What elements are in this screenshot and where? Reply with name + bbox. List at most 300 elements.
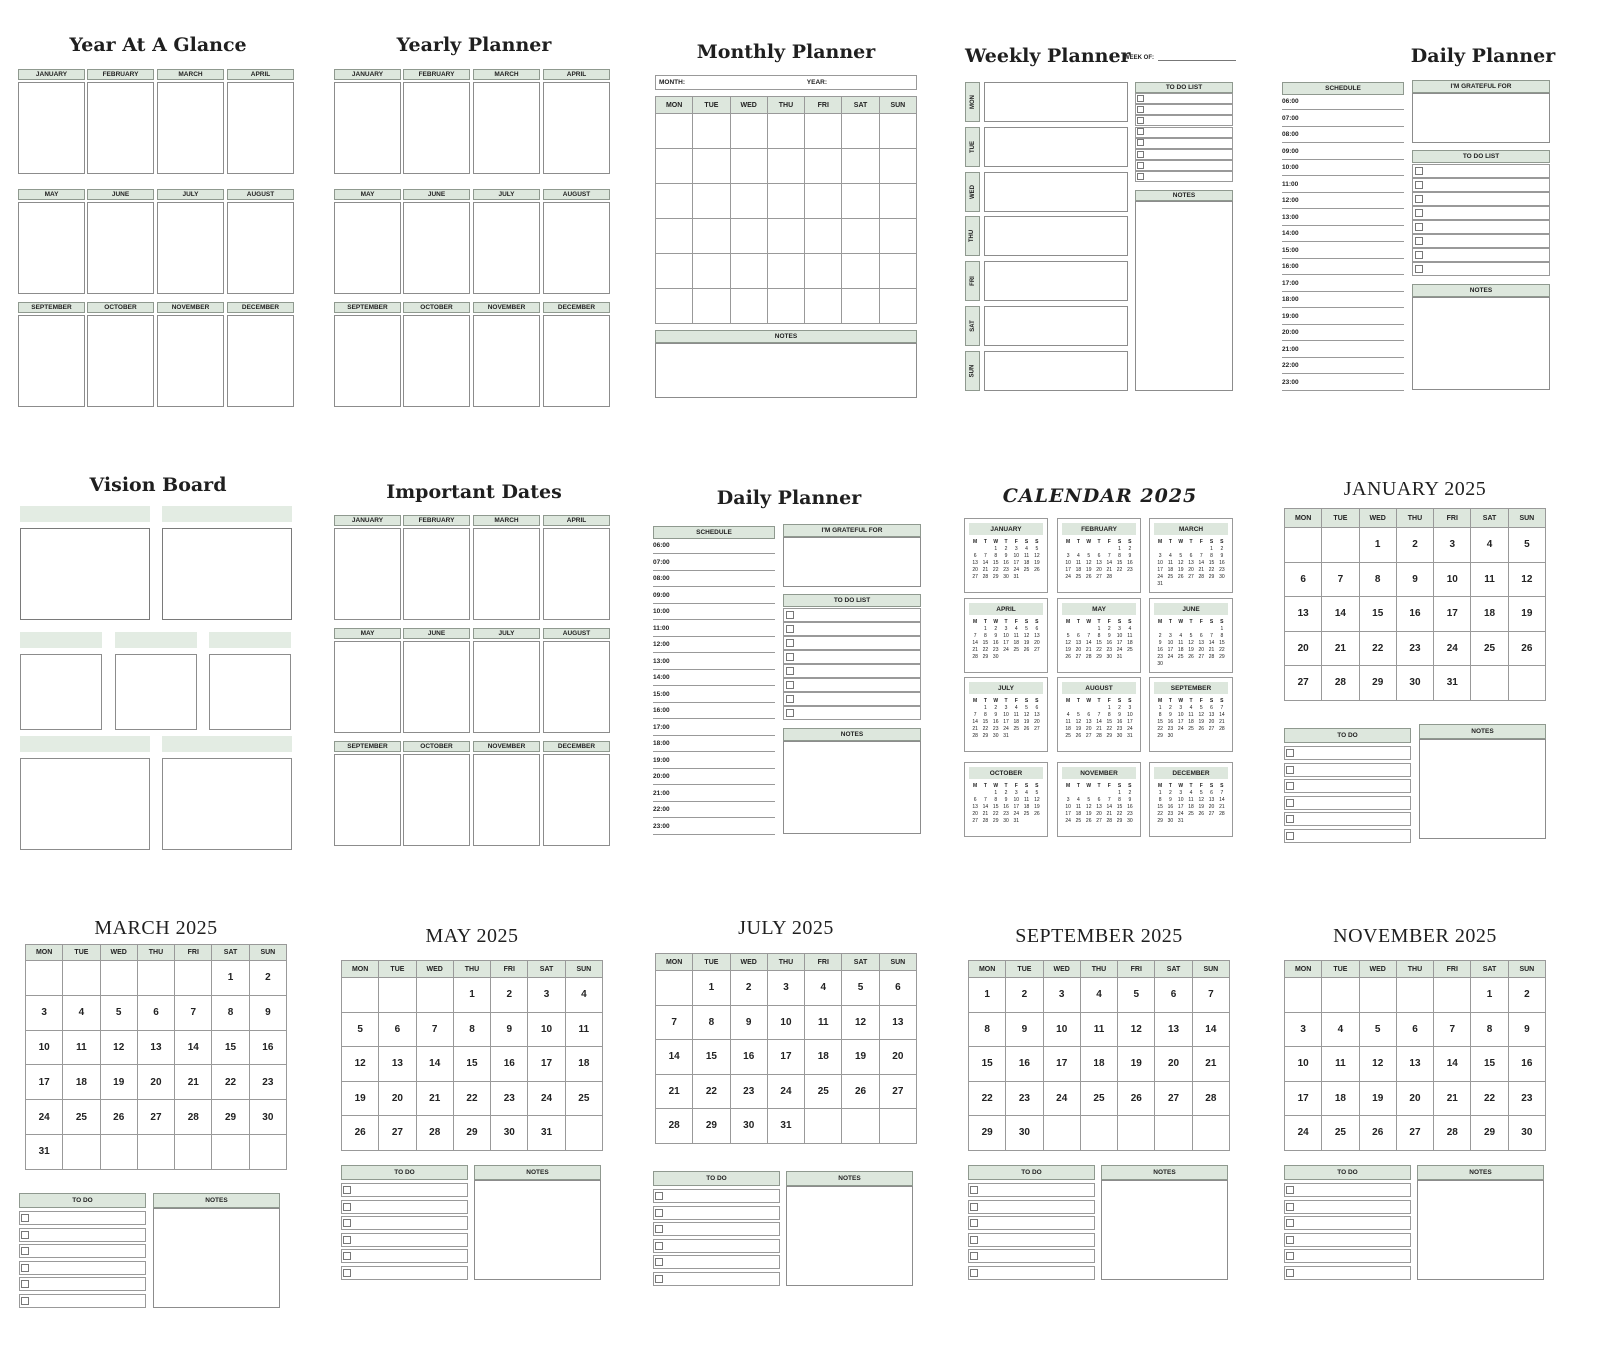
todo-checkbox[interactable] [655,1242,663,1250]
mini-day[interactable] [1186,661,1196,668]
mini-day[interactable]: 20 [1208,804,1215,810]
todo-row[interactable] [1284,1233,1411,1247]
hour-line[interactable] [653,586,775,587]
day-cell[interactable]: 12 [1508,562,1545,597]
day-cell[interactable]: 21 [1192,1047,1229,1082]
day-cell[interactable]: 27 [379,1116,416,1151]
mini-day[interactable]: 10 [1013,553,1020,559]
mini-day[interactable]: 23 [1157,654,1163,660]
day-cell[interactable] [137,961,174,996]
todo-checkbox[interactable] [1137,128,1144,135]
mini-day[interactable]: 13 [1034,712,1040,718]
mini-day[interactable]: 17 [1003,719,1009,725]
day-cell[interactable] [767,289,804,324]
hour-line[interactable] [1282,340,1404,341]
mini-day[interactable]: 21 [1219,804,1225,810]
day-cell[interactable]: 16 [1006,1047,1043,1082]
month-year-field[interactable] [655,75,917,90]
day-cell[interactable] [656,219,693,254]
mini-day[interactable]: 22 [1116,811,1123,817]
day-cell[interactable] [767,219,804,254]
mini-day[interactable]: 24 [1157,574,1163,580]
mini-day[interactable] [1032,818,1042,825]
todo-checkbox[interactable] [1286,1269,1294,1277]
mini-day[interactable]: 17 [1116,640,1123,646]
day-cell[interactable] [1434,978,1471,1013]
day-cell[interactable]: 2 [730,971,767,1006]
mini-day[interactable]: 8 [1107,712,1111,718]
day-cell[interactable]: 14 [656,1040,693,1075]
mini-day[interactable] [1032,574,1042,581]
mini-day[interactable]: 24 [1177,811,1184,817]
notes-box[interactable] [786,1186,913,1286]
day-cell[interactable] [842,254,879,289]
mini-day[interactable]: 29 [1157,818,1163,824]
day-cell[interactable]: 18 [1322,1081,1359,1116]
mini-day[interactable]: 24 [1127,726,1133,732]
todo-row[interactable] [1135,138,1233,149]
mini-day[interactable]: 31 [1013,574,1020,580]
day-cell[interactable]: 12 [1359,1047,1396,1082]
mini-day[interactable]: 13 [972,560,978,566]
month-box[interactable] [473,641,540,733]
mini-day[interactable]: 28 [1219,811,1225,817]
todo-checkbox[interactable] [655,1275,663,1283]
day-cell[interactable]: 21 [416,1081,453,1116]
month-box[interactable] [157,202,224,294]
mini-day[interactable]: 2 [1107,626,1111,632]
mini-day[interactable]: 22 [1157,726,1163,732]
day-cell[interactable]: 12 [342,1047,379,1082]
todo-checkbox[interactable] [343,1252,351,1260]
month-box[interactable] [227,82,294,174]
mini-day[interactable]: 19 [1034,804,1040,810]
mini-day[interactable] [1176,626,1186,633]
day-cell[interactable] [879,149,916,184]
mini-day[interactable]: 18 [1188,719,1194,725]
mini-day[interactable]: 14 [972,640,978,646]
hour-line[interactable] [1282,324,1404,325]
day-cell[interactable]: 11 [565,1012,602,1047]
day-cell[interactable]: 10 [1043,1012,1080,1047]
todo-row[interactable] [653,1206,780,1220]
todo-row[interactable] [968,1266,1095,1280]
notes-box[interactable] [474,1180,601,1280]
day-cell[interactable] [730,149,767,184]
day-cell[interactable] [212,1134,249,1169]
mini-day[interactable]: 20 [1075,647,1082,653]
todo-checkbox[interactable] [21,1214,29,1222]
mini-day[interactable] [1217,581,1227,588]
todo-checkbox[interactable] [655,1258,663,1266]
day-cell[interactable] [805,289,842,324]
day-cell[interactable]: 23 [730,1074,767,1109]
todo-row[interactable] [783,678,921,692]
day-cell[interactable]: 16 [1396,597,1433,632]
mini-day[interactable]: 26 [1085,574,1092,580]
day-cell[interactable]: 14 [1434,1047,1471,1082]
todo-row[interactable] [19,1277,146,1291]
mini-day[interactable]: 17 [1065,811,1071,817]
mini-day[interactable]: 4 [1014,705,1018,711]
mini-day[interactable]: 21 [1106,567,1113,573]
day-cell[interactable]: 25 [805,1074,842,1109]
mini-day[interactable]: 19 [1065,647,1071,653]
vision-frame[interactable] [162,758,292,850]
mini-day[interactable] [1011,733,1021,740]
mini-day[interactable]: 6 [1077,633,1080,639]
todo-row[interactable] [1412,178,1550,192]
day-cell[interactable] [656,184,693,219]
mini-day[interactable]: 25 [1065,733,1071,739]
todo-row[interactable] [653,1272,780,1286]
day-cell[interactable]: 11 [1322,1047,1359,1082]
month-box[interactable] [403,754,470,846]
day-cell[interactable]: 2 [1006,978,1043,1013]
day-cell[interactable] [26,961,63,996]
todo-row[interactable] [341,1233,468,1247]
mini-day[interactable] [1186,733,1196,740]
mini-day[interactable]: 19 [1023,719,1030,725]
day-cell[interactable]: 27 [1285,666,1322,701]
todo-row[interactable] [1284,1266,1411,1280]
mini-day[interactable]: 5 [1087,553,1091,559]
mini-day[interactable]: 17 [1167,647,1174,653]
day-cell[interactable]: 6 [1155,978,1192,1013]
todo-checkbox[interactable] [21,1297,29,1305]
notes-box[interactable] [1135,201,1233,391]
day-cell[interactable]: 19 [1118,1047,1155,1082]
day-cell[interactable] [63,961,100,996]
mini-day[interactable]: 6 [1210,705,1213,711]
mini-day[interactable]: 20 [1085,726,1092,732]
todo-checkbox[interactable] [970,1269,978,1277]
day-cell[interactable]: 18 [565,1047,602,1082]
day-cell[interactable]: 10 [26,1030,63,1065]
mini-day[interactable]: 8 [984,633,987,639]
day-cell[interactable] [1080,1116,1117,1151]
mini-day[interactable] [1217,818,1227,825]
month-box[interactable] [543,641,610,733]
mini-day[interactable]: 13 [1198,640,1205,646]
mini-day[interactable]: 16 [1167,804,1174,810]
day-cell[interactable] [1285,528,1322,563]
mini-day[interactable] [1001,654,1011,661]
mini-day[interactable]: 26 [1177,574,1184,580]
day-cell[interactable]: 29 [453,1116,490,1151]
day-cell[interactable]: 5 [342,1012,379,1047]
todo-checkbox[interactable] [786,681,794,689]
mini-day[interactable]: 31 [1177,818,1184,824]
day-cell[interactable]: 28 [175,1100,212,1135]
todo-checkbox[interactable] [1286,1219,1294,1227]
mini-day[interactable]: 31 [1157,581,1163,587]
day-cell[interactable]: 1 [1471,978,1508,1013]
todo-row[interactable] [783,650,921,664]
todo-checkbox[interactable] [21,1231,29,1239]
day-cell[interactable]: 7 [175,995,212,1030]
day-cell[interactable]: 26 [342,1116,379,1151]
mini-day[interactable] [1073,546,1083,553]
mini-day[interactable] [1073,705,1083,712]
mini-day[interactable]: 20 [972,811,978,817]
hour-line[interactable] [1282,274,1404,275]
day-cell[interactable]: 2 [1508,978,1545,1013]
mini-day[interactable]: 23 [1167,811,1174,817]
mini-day[interactable]: 19 [1023,640,1030,646]
mini-day[interactable]: 5 [1025,705,1028,711]
mini-day[interactable]: 1 [994,546,998,552]
mini-day[interactable]: 15 [992,804,999,810]
todo-checkbox[interactable] [786,709,794,717]
hour-line[interactable] [1282,390,1404,391]
mini-day[interactable]: 27 [1208,726,1215,732]
day-cell[interactable] [879,254,916,289]
todo-row[interactable] [1135,127,1233,138]
hour-line[interactable] [653,652,775,653]
day-cell[interactable]: 7 [1192,978,1229,1013]
mini-day[interactable]: 8 [984,712,987,718]
mini-day[interactable]: 30 [1127,818,1133,824]
month-box[interactable] [403,528,470,620]
mini-day[interactable]: 14 [1096,719,1102,725]
day-cell[interactable]: 26 [100,1100,137,1135]
hour-line[interactable] [1282,126,1404,127]
mini-day[interactable]: 11 [1075,560,1082,566]
day-cell[interactable]: 30 [1396,666,1433,701]
mini-day[interactable]: 15 [1157,804,1163,810]
day-cell[interactable]: 7 [656,1005,693,1040]
mini-day[interactable]: 21 [1208,647,1215,653]
day-cell[interactable]: 13 [137,1030,174,1065]
mini-day[interactable]: 19 [1198,804,1205,810]
mini-day[interactable]: 11 [1188,797,1194,803]
mini-day[interactable]: 2 [1128,790,1132,796]
month-box[interactable] [403,202,470,294]
mini-day[interactable]: 31 [1116,654,1123,660]
mini-day[interactable]: 27 [1085,733,1092,739]
hour-line[interactable] [653,718,775,719]
todo-checkbox[interactable] [1415,181,1423,189]
day-cell[interactable]: 14 [175,1030,212,1065]
day-cell[interactable]: 31 [1434,666,1471,701]
mini-day[interactable]: 5 [1189,633,1193,639]
notes-box[interactable] [1419,739,1546,839]
mini-day[interactable]: 1 [1118,546,1121,552]
mini-day[interactable]: 14 [1219,797,1225,803]
day-cell[interactable]: 28 [656,1109,693,1144]
todo-checkbox[interactable] [1415,237,1423,245]
mini-day[interactable]: 26 [1198,811,1205,817]
mini-day[interactable]: 29 [982,654,989,660]
mini-day[interactable]: 29 [992,818,999,824]
month-box[interactable] [334,82,401,174]
mini-day[interactable]: 17 [1157,567,1163,573]
mini-day[interactable]: 16 [1127,560,1133,566]
todo-checkbox[interactable] [1415,195,1423,203]
mini-day[interactable]: 28 [982,574,989,580]
mini-day[interactable]: 8 [1097,633,1101,639]
todo-row[interactable] [341,1200,468,1214]
mini-day[interactable]: 12 [1065,640,1071,646]
day-cell[interactable]: 23 [249,1065,286,1100]
todo-checkbox[interactable] [1286,1186,1294,1194]
mini-day[interactable]: 5 [1087,797,1091,803]
mini-day[interactable]: 9 [1220,553,1224,559]
mini-day[interactable]: 4 [1077,553,1080,559]
day-cell[interactable]: 24 [1434,631,1471,666]
day-cell[interactable]: 4 [1322,1012,1359,1047]
todo-checkbox[interactable] [1286,766,1294,774]
day-cell[interactable]: 30 [1508,1116,1545,1151]
mini-day[interactable]: 4 [1128,626,1132,632]
mini-day[interactable]: 22 [992,567,999,573]
mini-day[interactable]: 16 [1167,719,1174,725]
day-cell[interactable]: 29 [693,1109,730,1144]
mini-day[interactable]: 24 [1065,574,1071,580]
todo-row[interactable] [653,1222,780,1236]
mini-day[interactable] [1084,546,1094,553]
mini-day[interactable]: 5 [1035,790,1039,796]
mini-day[interactable]: 25 [1188,726,1194,732]
mini-day[interactable]: 30 [1167,818,1174,824]
day-cell[interactable]: 30 [249,1100,286,1135]
day-cell[interactable] [175,1134,212,1169]
mini-day[interactable]: 21 [982,567,989,573]
day-cell[interactable]: 19 [1508,597,1545,632]
day-cell[interactable]: 22 [212,1065,249,1100]
mini-day[interactable]: 3 [1014,790,1018,796]
mini-day[interactable] [1155,626,1165,633]
mini-day[interactable]: 17 [1065,567,1071,573]
mini-day[interactable]: 1 [984,705,987,711]
mini-day[interactable]: 22 [1096,647,1102,653]
todo-checkbox[interactable] [1286,799,1294,807]
mini-day[interactable]: 24 [1167,654,1174,660]
day-cell[interactable] [879,289,916,324]
day-cell[interactable]: 19 [100,1065,137,1100]
day-cell[interactable]: 20 [879,1040,916,1075]
day-cell[interactable]: 28 [1322,666,1359,701]
mini-day[interactable]: 14 [1085,640,1092,646]
mini-day[interactable]: 23 [1219,567,1225,573]
mini-day[interactable]: 8 [994,797,998,803]
day-cell[interactable]: 6 [879,971,916,1006]
day-cell[interactable]: 18 [63,1065,100,1100]
mini-day[interactable]: 18 [1177,647,1184,653]
mini-day[interactable]: 11 [1075,804,1082,810]
todo-checkbox[interactable] [343,1236,351,1244]
todo-row[interactable] [968,1183,1095,1197]
day-cell[interactable]: 21 [1434,1081,1471,1116]
mini-day[interactable]: 29 [982,733,989,739]
todo-row[interactable] [341,1183,468,1197]
todo-row[interactable] [653,1255,780,1269]
day-cell[interactable]: 3 [767,971,804,1006]
day-cell[interactable]: 13 [879,1005,916,1040]
mini-day[interactable]: 13 [1188,560,1194,566]
mini-day[interactable] [1196,818,1206,825]
todo-row[interactable] [968,1200,1095,1214]
todo-row[interactable] [1412,262,1550,276]
mini-day[interactable] [1206,581,1216,588]
day-cell[interactable] [1471,666,1508,701]
mini-day[interactable]: 31 [1013,818,1020,824]
mini-day[interactable]: 5 [1199,790,1203,796]
mini-day[interactable]: 15 [1116,560,1123,566]
todo-row[interactable] [783,636,921,650]
mini-day[interactable]: 9 [1128,797,1132,803]
mini-day[interactable]: 23 [1116,726,1123,732]
mini-day[interactable]: 9 [1128,553,1132,559]
mini-day[interactable]: 3 [1118,626,1121,632]
month-box[interactable] [87,315,154,407]
mini-day[interactable] [1063,705,1073,712]
mini-day[interactable]: 3 [1066,797,1070,803]
day-cell[interactable]: 30 [491,1116,528,1151]
day-cell[interactable]: 22 [1471,1081,1508,1116]
todo-row[interactable] [1135,93,1233,104]
todo-row[interactable] [1284,779,1411,793]
todo-row[interactable] [1412,192,1550,206]
mini-day[interactable]: 12 [1075,719,1082,725]
mini-day[interactable] [1176,546,1186,553]
mini-day[interactable]: 7 [1107,553,1111,559]
mini-day[interactable]: 17 [1003,640,1009,646]
mini-day[interactable]: 12 [1034,797,1040,803]
mini-day[interactable]: 25 [1013,726,1020,732]
mini-day[interactable]: 16 [1157,647,1163,653]
todo-row[interactable] [1135,115,1233,126]
mini-day[interactable]: 6 [973,797,977,803]
day-cell[interactable]: 15 [693,1040,730,1075]
hour-line[interactable] [1282,258,1404,259]
mini-day[interactable]: 11 [1065,719,1071,725]
mini-day[interactable]: 2 [1004,546,1008,552]
mini-day[interactable]: 9 [1107,633,1111,639]
mini-day[interactable]: 18 [1023,560,1030,566]
mini-day[interactable]: 8 [1118,797,1121,803]
mini-day[interactable]: 26 [1198,726,1205,732]
mini-day[interactable]: 17 [1013,804,1020,810]
mini-day[interactable]: 2 [994,705,998,711]
todo-checkbox[interactable] [1286,1203,1294,1211]
mini-day[interactable]: 7 [973,712,977,718]
day-cell[interactable]: 5 [1508,528,1545,563]
day-cell[interactable]: 10 [528,1012,565,1047]
mini-day[interactable]: 18 [1023,804,1030,810]
mini-day[interactable]: 10 [1127,712,1133,718]
mini-day[interactable]: 24 [1116,647,1123,653]
todo-row[interactable] [1284,763,1411,777]
mini-day[interactable]: 15 [1116,804,1123,810]
mini-day[interactable]: 27 [1208,811,1215,817]
day-cell[interactable] [879,219,916,254]
day-cell[interactable]: 13 [1155,1012,1192,1047]
month-box[interactable] [334,754,401,846]
mini-day[interactable]: 28 [1106,574,1113,580]
mini-day[interactable] [1021,818,1031,825]
day-cell[interactable]: 15 [453,1047,490,1082]
mini-day[interactable]: 24 [1003,726,1009,732]
mini-day[interactable]: 1 [1097,626,1101,632]
mini-day[interactable] [1073,626,1083,633]
mini-day[interactable]: 15 [982,719,989,725]
day-cell[interactable] [730,254,767,289]
mini-day[interactable] [1073,790,1083,797]
day-cell[interactable]: 12 [1118,1012,1155,1047]
todo-row[interactable] [19,1261,146,1275]
